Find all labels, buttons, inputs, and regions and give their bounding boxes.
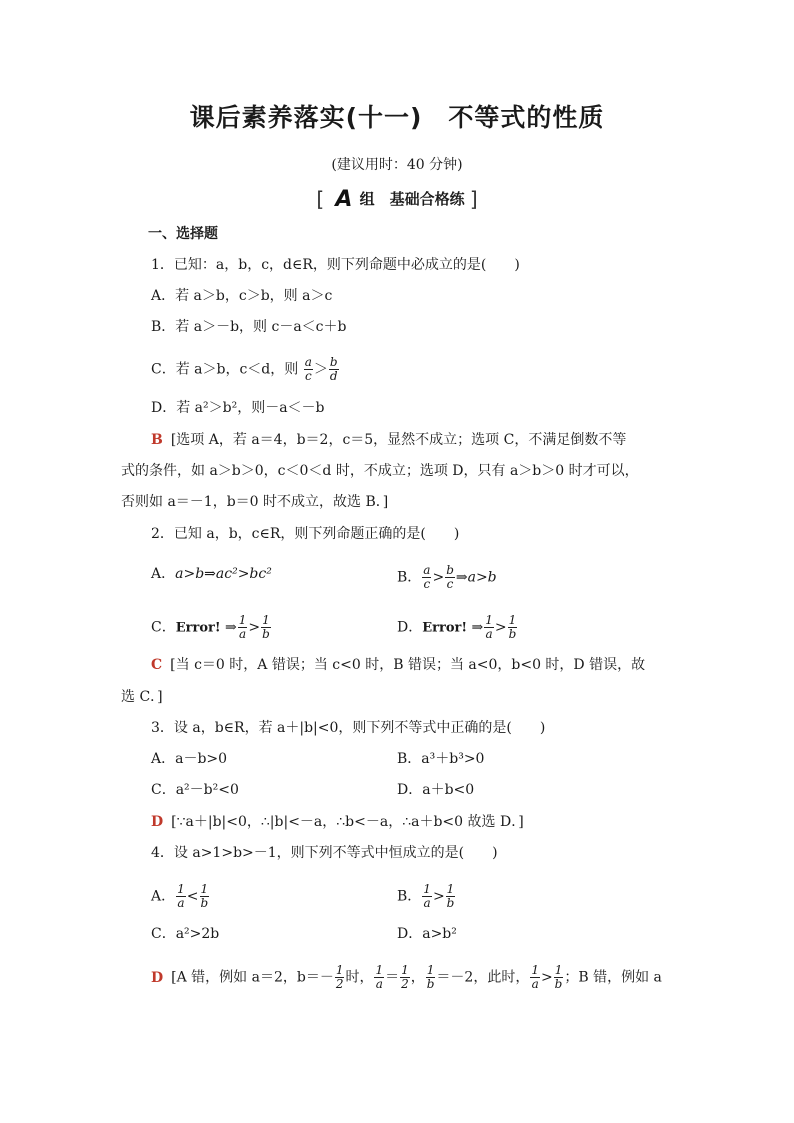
fraction: $\frac{1}{a}$ <box>531 963 539 991</box>
q4-explanation-b: 时， <box>345 969 374 986</box>
q2-answer: C <box>151 657 163 673</box>
q1-explanation-3: 否则如 a＝－1，b＝0 时不成立，故选 B．] <box>121 494 389 510</box>
q2-stem: 2．已知 a，b，c∈R，则下列命题正确的是( ) <box>151 526 460 542</box>
fraction: $\frac{1}{b}$ <box>508 613 517 641</box>
gt-sign: > <box>540 969 553 986</box>
q1-explanation-1: [选项 A，若 a＝4，b＝2，c＝5，显然不成立；选项 C，不满足倒数不等 <box>170 432 627 448</box>
gt-sign: > <box>248 619 261 636</box>
fraction: $\frac{1}{a}$ <box>238 613 247 641</box>
q3-answer-line <box>151 812 524 832</box>
q2-option-b <box>397 564 497 591</box>
option-letter: A． <box>151 888 176 905</box>
error-text: Error! <box>422 620 468 636</box>
q1-option-c-text: C．若 a＞b，c＜d，则 <box>151 361 299 378</box>
title-main: 课后素养落实(十一) <box>189 103 423 132</box>
fraction: $\frac{1}{a}$ <box>375 963 384 991</box>
section-heading: 一、选择题 <box>148 226 218 242</box>
q2-option-d <box>397 614 518 641</box>
option-letter: C． <box>151 619 176 636</box>
q2-answer-line1 <box>151 655 645 675</box>
q4-option-a <box>151 883 210 910</box>
fraction: $\frac{a}{c}$ <box>304 355 312 383</box>
q3-stem: 3．设 a，b∈R，若 a＋|b|<0，则下列不等式中正确的是( ) <box>151 720 546 736</box>
q4-option-b <box>397 883 456 910</box>
q1-explanation-2: 式的条件，如 a＞b＞0，c＜0＜d 时，不成立；选项 D，只有 a＞b＞0 时才可以， <box>121 463 639 479</box>
time-hint: (建议用时：40 分钟) <box>331 157 463 173</box>
group-badge: A <box>335 187 353 212</box>
fraction: $\frac{b}{c}$ <box>446 563 454 591</box>
option-letter: B． <box>397 888 422 905</box>
option-letter: D． <box>397 619 423 636</box>
q3-option-b: B．a³＋b³>0 <box>397 751 485 767</box>
eq-sign: ＝ <box>385 969 400 986</box>
q3-option-a: A．a－b>0 <box>151 751 228 767</box>
q1-option-d: D．若 a²＞b²，则－a＜－b <box>151 400 325 416</box>
fraction: $\frac{1}{a}$ <box>485 613 493 641</box>
fraction: $\frac{b}{d}$ <box>329 355 338 383</box>
fraction: $\frac{a}{c}$ <box>423 563 431 591</box>
q1-option-c <box>151 356 340 383</box>
q4-explanation-a: [A 错，例如 a＝2，b＝－ <box>171 969 334 986</box>
fraction: $\frac{1}{a}$ <box>177 882 185 910</box>
fraction: $\frac{1}{b}$ <box>554 963 563 991</box>
q2-explanation-1: [当 c＝0 时，A 错误；当 c<0 时，B 错误；当 a<0，b<0 时，D 错误，故 <box>170 657 646 673</box>
q4-answer: D <box>151 969 164 986</box>
gt-sign: ＞ <box>313 361 328 378</box>
q4-stem: 4．设 a>1>b>－1，则下列不等式中恒成立的是( ) <box>151 845 498 861</box>
q4-answer-line <box>151 964 662 991</box>
q3-option-d: D．a＋b<0 <box>397 782 475 798</box>
q2-option-a <box>151 564 272 584</box>
lt-sign: < <box>186 888 199 905</box>
gt-sign: > <box>432 888 445 905</box>
implies-arrow: ⇒ <box>225 619 237 636</box>
q4-explanation-e: ；B 错，例如 a <box>564 969 662 986</box>
bracket-left: [ <box>316 187 325 211</box>
title-topic: 不等式的性质 <box>448 103 605 132</box>
gt-sign: > <box>432 569 445 586</box>
fraction: $\frac{1}{a}$ <box>423 882 431 910</box>
q4-explanation-d: ＝－2，此时， <box>436 969 530 986</box>
fraction: $\frac{1}{2}$ <box>335 963 344 991</box>
q1-stem: 1．已知：a，b，c，d∈R，则下列命题中必成立的是( ) <box>151 257 520 273</box>
q3-explanation: [∵a＋|b|<0，∴|b|<－a，∴b<－a，∴a＋b<0 故选 D．] <box>171 814 524 830</box>
fraction: $\frac{1}{b}$ <box>262 613 270 641</box>
option-letter: A． <box>151 566 176 582</box>
q2-option-b-post: ⇒a>b <box>455 569 497 586</box>
group-header <box>0 187 794 212</box>
error-text: Error! <box>175 620 221 636</box>
bracket-right: ] <box>469 187 478 211</box>
q1-option-b: B．若 a＞－b，则 c－a＜c＋b <box>151 319 347 335</box>
fraction: $\frac{1}{b}$ <box>426 963 435 991</box>
fraction: $\frac{1}{b}$ <box>200 882 209 910</box>
q3-answer: D <box>151 814 164 830</box>
fraction: $\frac{1}{2}$ <box>401 963 409 991</box>
group-label: 组 基础合格练 <box>359 190 465 208</box>
q2-option-c <box>151 614 272 641</box>
q2-explanation-2: 选 C．] <box>121 689 163 705</box>
q3-option-c: C．a²－b²<0 <box>151 782 239 798</box>
option-letter: B． <box>397 569 422 586</box>
q4-option-c: C．a²>2b <box>151 926 220 942</box>
fraction: $\frac{1}{b}$ <box>446 882 455 910</box>
q1-option-a: A．若 a＞b，c＞b，则 a＞c <box>151 288 333 304</box>
q4-option-d: D．a>b² <box>397 926 457 942</box>
q2-option-a-expr: a>b⇒ac²>bc² <box>175 566 272 582</box>
q1-answer-line1 <box>151 430 626 450</box>
comma: ， <box>410 969 425 986</box>
page-title <box>0 98 794 134</box>
q1-answer: B <box>151 432 163 448</box>
gt-sign: > <box>494 619 507 636</box>
implies-arrow: ⇒ <box>471 619 484 636</box>
